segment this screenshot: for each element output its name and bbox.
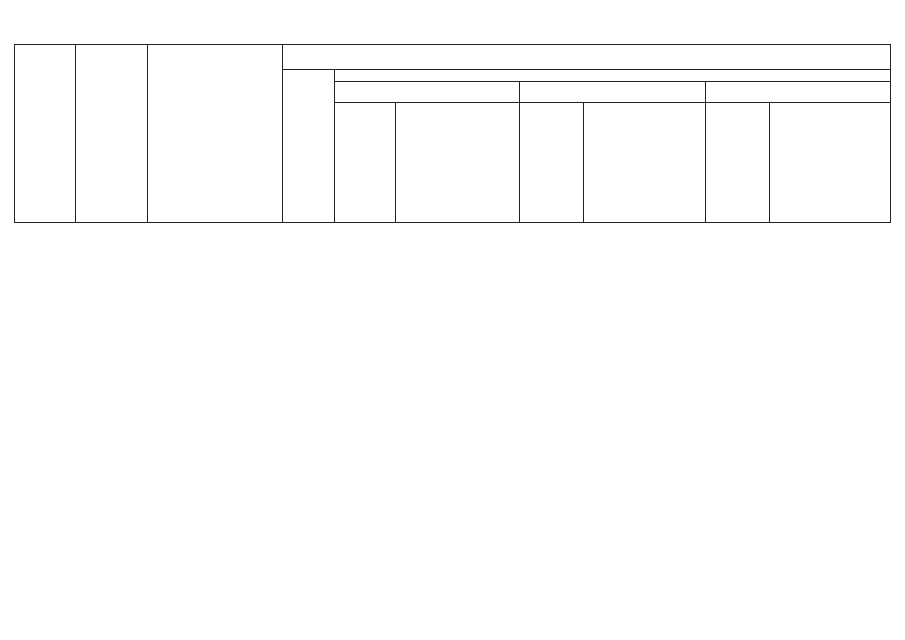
- header-2016-sources: [770, 103, 891, 223]
- header-total: [282, 70, 334, 223]
- header-2014-sources: [396, 103, 520, 223]
- header-status: [15, 45, 76, 223]
- header-year-2016: [705, 82, 890, 103]
- header-2016-all: [705, 103, 769, 223]
- header-2015-all: [519, 103, 583, 223]
- header-expenses: [282, 45, 890, 70]
- header-by-years: [334, 70, 890, 82]
- header-year-2015: [519, 82, 705, 103]
- header-year-2014: [334, 82, 519, 103]
- budget-table: [14, 44, 891, 223]
- header-row-1: [15, 45, 891, 70]
- header-program: [76, 45, 148, 223]
- header-2014-all: [334, 103, 395, 223]
- header-2015-sources: [584, 103, 706, 223]
- header-executor: [147, 45, 282, 223]
